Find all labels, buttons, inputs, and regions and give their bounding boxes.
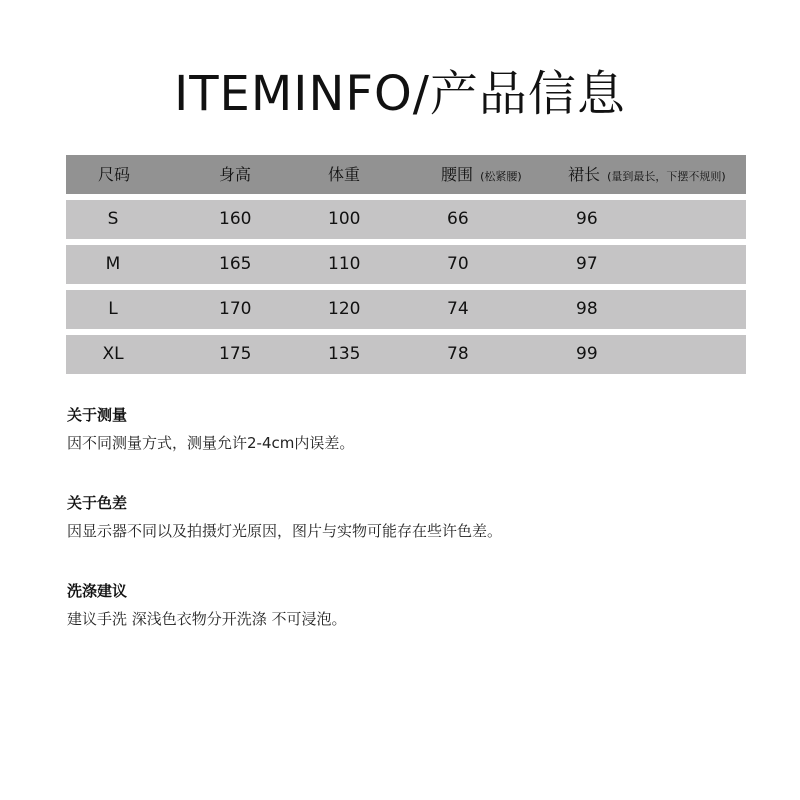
header-skirt-length-label: 裙长	[568, 165, 601, 184]
header-size	[98, 155, 130, 194]
size-cell: S	[107, 209, 119, 229]
header-waist-note: (松紧腰)	[480, 170, 522, 183]
table-row	[66, 245, 746, 284]
waist-cell: 78	[447, 344, 469, 364]
notes-section	[67, 403, 767, 667]
height-cell: 175	[219, 344, 252, 364]
page-title: ITEMINFO/产品信息	[174, 66, 626, 122]
table-row	[66, 200, 746, 239]
waist-cell: 74	[447, 299, 469, 319]
note-heading: 洗涤建议	[67, 582, 128, 600]
size-cell: XL	[102, 344, 124, 364]
size-cell: M	[105, 254, 121, 274]
header-weight-label: 体重	[328, 165, 361, 184]
note-body: 建议手洗 深浅色衣物分开洗涤 不可浸泡。	[67, 610, 347, 628]
header-size-label: 尺码	[98, 165, 131, 184]
table-row	[66, 335, 746, 374]
header-weight	[328, 155, 360, 194]
skirt-length-cell: 98	[576, 299, 598, 319]
skirt-length-cell: 97	[576, 254, 598, 274]
note-heading: 关于测量	[67, 406, 128, 424]
weight-cell: 135	[328, 344, 361, 364]
height-cell: 170	[219, 299, 252, 319]
height-cell: 165	[219, 254, 252, 274]
table-row	[66, 290, 746, 329]
header-height	[219, 155, 251, 194]
weight-cell: 100	[328, 209, 361, 229]
skirt-length-cell: 96	[576, 209, 598, 229]
size-table	[66, 155, 746, 380]
note-body: 因显示器不同以及拍摄灯光原因，图片与实物可能存在些许色差。	[67, 522, 503, 540]
note-body: 因不同测量方式，测量允许2-4cm内误差。	[67, 434, 355, 452]
note-heading: 关于色差	[67, 494, 128, 512]
header-skirt-length-note: (量到最长，下摆不规则)	[607, 170, 726, 183]
size-cell: L	[108, 299, 118, 319]
note-measurement	[67, 403, 767, 455]
skirt-length-cell: 99	[576, 344, 598, 364]
table-header-row	[66, 155, 746, 194]
weight-cell: 120	[328, 299, 361, 319]
note-washing	[67, 579, 767, 631]
header-waist	[441, 155, 522, 194]
header-waist-label: 腰围	[441, 165, 474, 184]
header-height-label: 身高	[219, 165, 252, 184]
waist-cell: 66	[447, 209, 469, 229]
weight-cell: 110	[328, 254, 361, 274]
header-skirt-length	[568, 155, 726, 194]
waist-cell: 70	[447, 254, 469, 274]
note-color-difference	[67, 491, 767, 543]
height-cell: 160	[219, 209, 252, 229]
